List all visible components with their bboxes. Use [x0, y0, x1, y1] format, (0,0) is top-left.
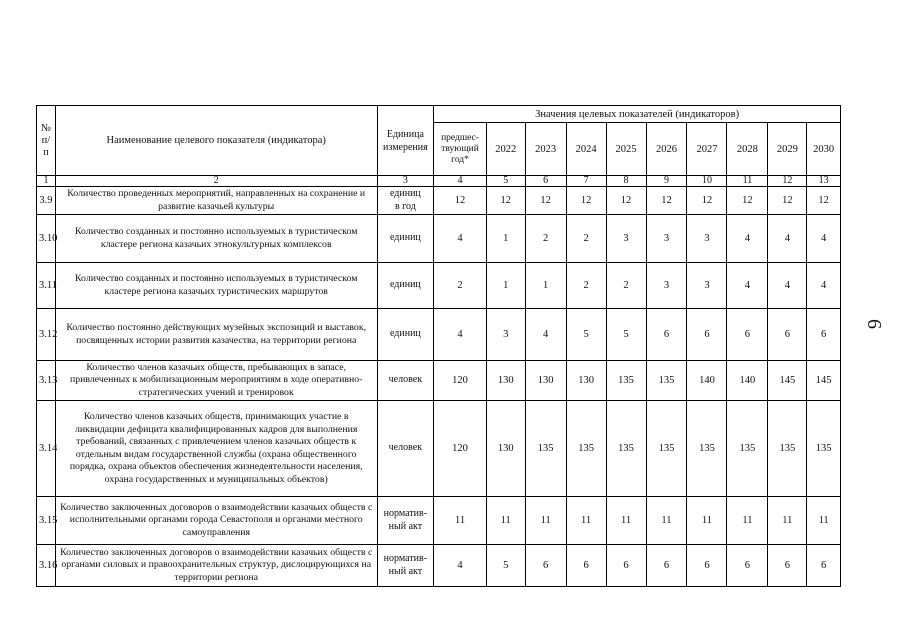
indicator-name: Количество членов казачьих обществ, принимающих участие в ликвидации дефицита квалифицированных кадров для выполнения требований, связанных с привлечением членов казачьих обществ к отдельным видам государственной службы (охрана общественного порядка, охрана объектов обеспечения жизнедеятельности населения, охрана государственных и муниципальных объектов) [55, 401, 377, 497]
value-cell: 12 [434, 187, 487, 215]
header-year: 2025 [606, 123, 646, 176]
column-index-cell: 10 [687, 176, 727, 187]
value-cell: 12 [646, 187, 687, 215]
unit-cell: норматив- ный акт [377, 497, 434, 545]
value-cell: 6 [646, 545, 687, 587]
column-index-cell: 2 [55, 176, 377, 187]
value-cell: 6 [807, 309, 841, 361]
indicator-name: Количество членов казачьих обществ, пребывающих в запасе, привлеченных к мобилизационным мероприятиям в ходе оперативно-стратегических учений и тренировок [55, 361, 377, 401]
column-index-cell: 3 [377, 176, 434, 187]
row-number: 3.13 [37, 361, 56, 401]
value-cell: 3 [646, 263, 687, 309]
value-cell: 6 [687, 309, 727, 361]
value-cell: 12 [606, 187, 646, 215]
value-cell: 3 [646, 215, 687, 263]
header-number: № п/п [37, 106, 56, 176]
value-cell: 6 [606, 545, 646, 587]
row-number: 3.9 [37, 187, 56, 215]
table-body [37, 187, 841, 587]
value-cell: 140 [727, 361, 768, 401]
value-cell: 120 [434, 361, 487, 401]
table-row [37, 309, 841, 361]
indicator-name: Количество созданных и постоянно используемых в туристическом кластере региона казачьих этнокультурных комплексов [55, 215, 377, 263]
unit-cell: единиц [377, 309, 434, 361]
value-cell: 11 [434, 497, 487, 545]
value-cell: 11 [727, 497, 768, 545]
row-number: 3.12 [37, 309, 56, 361]
value-cell: 4 [525, 309, 566, 361]
header-values-group: Значения целевых показателей (индикаторов) [434, 106, 841, 123]
unit-cell: человек [377, 361, 434, 401]
value-cell: 11 [687, 497, 727, 545]
table-row [37, 215, 841, 263]
table-header [37, 106, 841, 187]
value-cell: 5 [486, 545, 525, 587]
value-cell: 135 [525, 401, 566, 497]
value-cell: 135 [727, 401, 768, 497]
row-number: 3.10 [37, 215, 56, 263]
value-cell: 2 [566, 215, 606, 263]
value-cell: 12 [687, 187, 727, 215]
value-cell: 135 [566, 401, 606, 497]
value-cell: 12 [768, 187, 807, 215]
value-cell: 11 [768, 497, 807, 545]
value-cell: 11 [646, 497, 687, 545]
unit-cell: единиц [377, 215, 434, 263]
column-index-cell: 4 [434, 176, 487, 187]
value-cell: 12 [525, 187, 566, 215]
value-cell: 135 [807, 401, 841, 497]
value-cell: 4 [434, 215, 487, 263]
value-cell: 4 [434, 545, 487, 587]
value-cell: 130 [566, 361, 606, 401]
unit-cell: единиц в год [377, 187, 434, 215]
row-number: 3.15 [37, 497, 56, 545]
value-cell: 2 [606, 263, 646, 309]
value-cell: 11 [525, 497, 566, 545]
value-cell: 11 [486, 497, 525, 545]
header-previous-year: предшес- твующий год* [434, 123, 487, 176]
column-index-cell: 11 [727, 176, 768, 187]
header-unit: Единица измерения [377, 106, 434, 176]
value-cell: 12 [727, 187, 768, 215]
value-cell: 135 [606, 361, 646, 401]
table-row [37, 361, 841, 401]
value-cell: 140 [687, 361, 727, 401]
indicator-name: Количество постоянно действующих музейных экспозиций и выставок, посвященных истории развития казачества, на территории региона [55, 309, 377, 361]
table-row [37, 545, 841, 587]
column-index-row [37, 176, 841, 187]
column-index-cell: 9 [646, 176, 687, 187]
value-cell: 2 [434, 263, 487, 309]
value-cell: 12 [566, 187, 606, 215]
header-year: 2022 [486, 123, 525, 176]
table-row [37, 497, 841, 545]
value-cell: 4 [768, 215, 807, 263]
header-year: 2027 [687, 123, 727, 176]
value-cell: 6 [646, 309, 687, 361]
value-cell: 145 [768, 361, 807, 401]
header-indicator-name: Наименование целевого показателя (индикатора) [55, 106, 377, 176]
value-cell: 11 [606, 497, 646, 545]
value-cell: 6 [687, 545, 727, 587]
header-year: 2029 [768, 123, 807, 176]
value-cell: 12 [807, 187, 841, 215]
value-cell: 6 [768, 309, 807, 361]
value-cell: 135 [646, 361, 687, 401]
column-index-cell: 12 [768, 176, 807, 187]
column-index-cell: 1 [37, 176, 56, 187]
header-year: 2026 [646, 123, 687, 176]
value-cell: 6 [727, 545, 768, 587]
value-cell: 2 [525, 215, 566, 263]
value-cell: 4 [768, 263, 807, 309]
value-cell: 130 [486, 401, 525, 497]
value-cell: 1 [486, 263, 525, 309]
value-cell: 4 [434, 309, 487, 361]
row-number: 3.16 [37, 545, 56, 587]
unit-cell: норматив- ный акт [377, 545, 434, 587]
value-cell: 6 [525, 545, 566, 587]
value-cell: 12 [486, 187, 525, 215]
unit-cell: человек [377, 401, 434, 497]
value-cell: 120 [434, 401, 487, 497]
column-index-cell: 6 [525, 176, 566, 187]
table-row [37, 263, 841, 309]
value-cell: 4 [727, 263, 768, 309]
value-cell: 4 [727, 215, 768, 263]
value-cell: 11 [807, 497, 841, 545]
value-cell: 130 [525, 361, 566, 401]
value-cell: 11 [566, 497, 606, 545]
indicator-name: Количество заключенных договоров о взаимодействии казачьих обществ с органами силовых и правоохранительных структур, дислоцирующихся на территории региона [55, 545, 377, 587]
column-index-cell: 13 [807, 176, 841, 187]
value-cell: 6 [727, 309, 768, 361]
value-cell: 4 [807, 215, 841, 263]
header-year: 2023 [525, 123, 566, 176]
value-cell: 145 [807, 361, 841, 401]
header-year: 2030 [807, 123, 841, 176]
value-cell: 5 [566, 309, 606, 361]
value-cell: 6 [566, 545, 606, 587]
value-cell: 6 [807, 545, 841, 587]
header-year: 2024 [566, 123, 606, 176]
page-number: 6 [863, 319, 885, 329]
table-row [37, 187, 841, 215]
column-index-cell: 8 [606, 176, 646, 187]
value-cell: 5 [606, 309, 646, 361]
value-cell: 6 [768, 545, 807, 587]
indicator-name: Количество созданных и постоянно используемых в туристическом кластере региона казачьих туристических маршрутов [55, 263, 377, 309]
value-cell: 1 [486, 215, 525, 263]
value-cell: 4 [807, 263, 841, 309]
column-index-cell: 5 [486, 176, 525, 187]
value-cell: 3 [687, 263, 727, 309]
value-cell: 2 [566, 263, 606, 309]
table-row [37, 401, 841, 497]
header-year: 2028 [727, 123, 768, 176]
value-cell: 135 [606, 401, 646, 497]
indicators-table [36, 105, 841, 587]
indicator-name: Количество проведенных мероприятий, направленных на сохранение и развитие казачьей культуры [55, 187, 377, 215]
indicator-name: Количество заключенных договоров о взаимодействии казачьих обществ с исполнительными органами города Севастополя и органами местного самоуправления [55, 497, 377, 545]
column-index-cell: 7 [566, 176, 606, 187]
value-cell: 135 [646, 401, 687, 497]
value-cell: 135 [687, 401, 727, 497]
value-cell: 130 [486, 361, 525, 401]
value-cell: 135 [768, 401, 807, 497]
value-cell: 3 [606, 215, 646, 263]
row-number: 3.11 [37, 263, 56, 309]
value-cell: 3 [687, 215, 727, 263]
value-cell: 1 [525, 263, 566, 309]
unit-cell: единиц [377, 263, 434, 309]
row-number: 3.14 [37, 401, 56, 497]
value-cell: 3 [486, 309, 525, 361]
